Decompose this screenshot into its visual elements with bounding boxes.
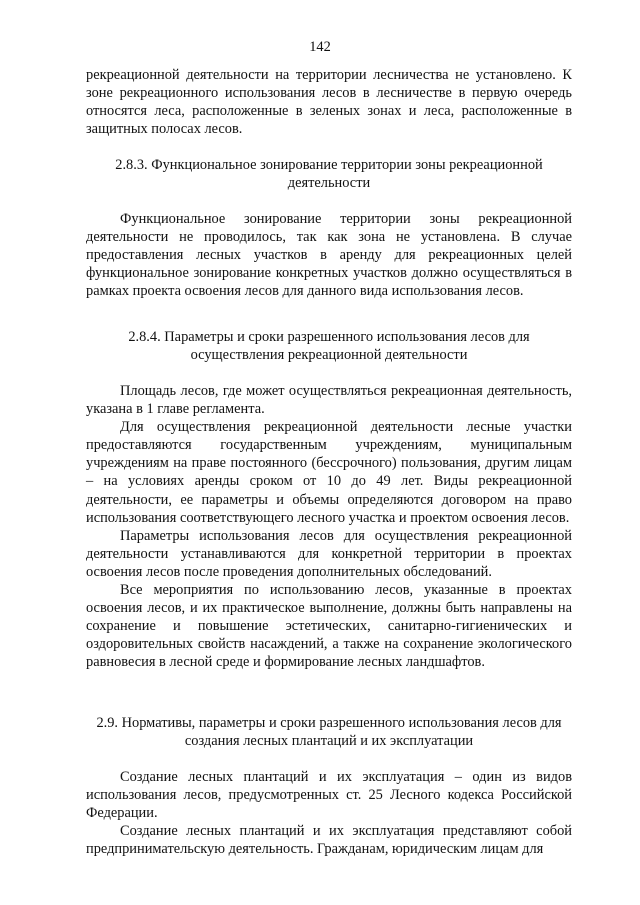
page-number: 142 (309, 39, 331, 55)
heading-2-9 (86, 714, 572, 750)
section-heading: 2.8.3. Функциональное зонирование территории зоны рекреационной деятельности (115, 157, 543, 192)
paragraph-intro (86, 66, 572, 138)
paragraph-text: рекреационной деятельности на территории лесничества не установлено. К зоне рекреационного использования лесов в лесничестве в первую очередь относятся леса, расположенные в зеленых зонах и леса, расположенные в защитных полосах лесов. (86, 67, 572, 138)
paragraph-parameters: Параметры использования лесов для осуществления рекреационной деятельности устанавливаются для конкретной территории в проектах освоения лесов после проведения дополнительных обследований. (86, 527, 572, 580)
paragraph-zoning (86, 210, 572, 300)
section-heading: 2.9. Нормативы, параметры и сроки разрешенного использования лесов для создания лесных плантаций и их эксплуатации (96, 715, 562, 750)
heading-2-8-4 (86, 328, 572, 364)
section-heading: 2.8.4. Параметры и сроки разрешенного использования лесов для осуществления рекреационной деятельности (128, 329, 530, 364)
heading-2-8-3 (86, 156, 572, 192)
paragraph-business: Создание лесных плантаций и их эксплуатация представляют собой предпринимательскую деятельность. Гражданам, юридическим лицам для (86, 823, 572, 858)
paragraph-plantations: Создание лесных плантаций и их эксплуатация – один из видов использования лесов, предусмотренных ст. 25 Лесного кодекса Российской Федерации. (86, 769, 572, 822)
paragraph-text: Функциональное зонирование территории зоны рекреационной деятельности не проводилось, так как зона не установлена. В случае предоставления лесных участков в аренду для рекреационных целей функциональное зонирование конкретных участков должно осуществляться в рамках проекта освоения лесов для данного вида использования лесов. (86, 211, 572, 300)
paragraph-provision: Для осуществления рекреационной деятельности лесные участки предоставляются государственным учреждениям, муниципальным учреждениям на праве постоянного (бессрочного) пользования, другим лицам – на условиях аренды сроком от 10 до 49 лет. Виды рекреационной деятельности, ее параметры и объемы определяются договором на право использования соответствующего лесного участка и проектом освоения лесов. (86, 419, 572, 526)
paragraph-measures: Все мероприятия по использованию лесов, указанные в проектах освоения лесов, и их практическое выполнение, должны быть направлены на сохранение и повышение эстетических, санитарно-гигиенических и оздоровительных свойств насаждений, а также на сохранение экологического равновесия в лесной среде и формирование лесных ландшафтов. (86, 582, 572, 671)
paragraph-area: Площадь лесов, где может осуществляться рекреационная деятельность, указана в 1 главе регламента. (86, 383, 572, 418)
paragraph-group-recreation (86, 382, 572, 672)
paragraph-group-plantations (86, 768, 572, 858)
